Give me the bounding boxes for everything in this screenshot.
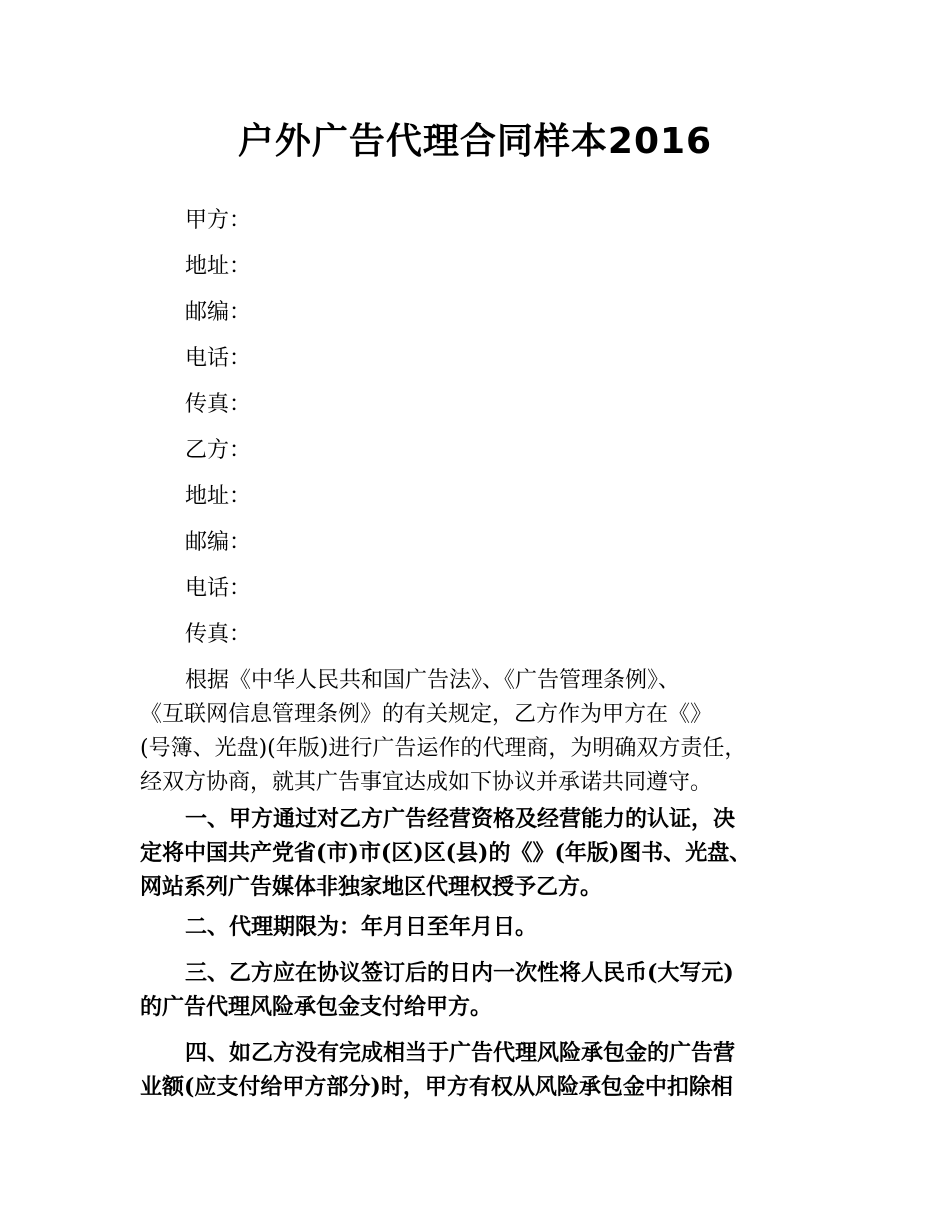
clause-1-line: 一、甲方通过对乙方广告经营资格及经营能力的认证，决 xyxy=(185,806,736,832)
party-b-address-field: 地址： xyxy=(185,484,252,509)
intro-paragraph xyxy=(140,664,830,800)
clause-3-line: 三、乙方应在协议签订后的日内一次性将人民币(大写元) xyxy=(185,960,734,986)
party-a-postcode-field: 邮编： xyxy=(185,300,252,325)
clause-1-paragraph xyxy=(140,802,830,904)
clause-2-line: 二、代理期限为：年月日至年月日。 xyxy=(185,914,538,940)
clause-1-line: 定将中国共产党省(市)市(区)区(县)的《》(年版)图书、光盘、 xyxy=(140,840,752,866)
intro-line: 《互联网信息管理条例》的有关规定，乙方作为甲方在《》 xyxy=(140,702,713,727)
clause-3-line: 的广告代理风险承包金支付给甲方。 xyxy=(140,994,493,1020)
party-a-phone-field: 电话： xyxy=(185,346,252,371)
party-a-name-field: 甲方： xyxy=(185,208,252,233)
party-b-phone-field: 电话： xyxy=(185,576,252,601)
intro-line: 根据《中华人民共和国广告法》、《广告管理条例》、 xyxy=(185,668,681,693)
party-a-address-field: 地址： xyxy=(185,254,252,279)
document-title: 户外广告代理合同样本2016 xyxy=(237,121,713,162)
clause-2-paragraph xyxy=(140,910,830,944)
clause-4-line: 业额(应支付给甲方部分)时，甲方有权从风险承包金中扣除相 xyxy=(140,1074,733,1100)
clause-4-line: 四、如乙方没有完成相当于广告代理风险承包金的广告营 xyxy=(185,1040,736,1066)
party-b-name-field: 乙方： xyxy=(185,438,252,463)
party-a-fax-field: 传真： xyxy=(185,392,252,417)
intro-line: 经双方协商，就其广告事宜达成如下协议并承诺共同遵守。 xyxy=(140,770,713,795)
party-b-postcode-field: 邮编： xyxy=(185,530,252,555)
clause-4-paragraph xyxy=(140,1036,830,1104)
clause-3-paragraph xyxy=(140,956,830,1024)
intro-line: (号簿、光盘)(年版)进行广告运作的代理商，为明确双方责任， xyxy=(140,736,747,761)
party-b-fax-field: 传真： xyxy=(185,622,252,647)
clause-1-line: 网站系列广告媒体非独家地区代理权授予乙方。 xyxy=(140,874,603,900)
party-info-list xyxy=(185,198,251,658)
